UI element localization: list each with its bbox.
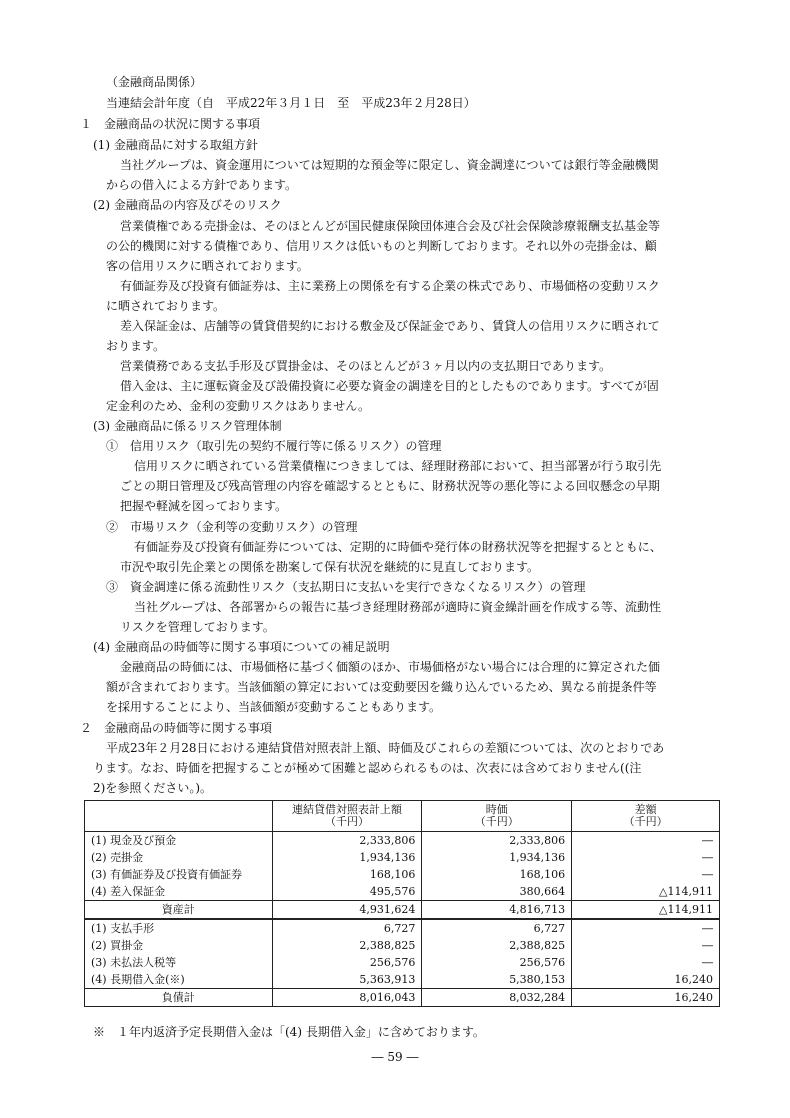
paragraph-line: 信用リスクに晒されている営業債権につきましては、経理財務部において、担当部署が行う取引先 xyxy=(134,459,662,473)
paragraph-line: おります。 xyxy=(106,339,166,353)
subheading-liquidity-risk: ③ 資金調達に係る流動性リスク（支払期日に支払いを実行できなくなるリスク）の管理 xyxy=(106,580,586,594)
paragraph-line: 平成23年２月28日における連結貸借対照表計上額、時価及びこれらの差額については、次のとおりであ xyxy=(106,741,665,755)
table-row xyxy=(85,954,720,971)
row-label: (2) 買掛金 xyxy=(85,937,273,954)
table-row xyxy=(85,919,720,937)
fair-value: 2,388,825 xyxy=(422,937,572,954)
row-label: (4) 長期借入金(※) xyxy=(85,971,273,989)
row-label: (3) 未払法人税等 xyxy=(85,954,273,971)
header-blank xyxy=(85,801,273,832)
fiscal-period: 当連結会計年度（自 平成22年３月１日 至 平成23年２月28日） xyxy=(106,96,476,110)
fair-value: 6,727 xyxy=(422,919,572,937)
paragraph-line: 額が含まれております。当該価額の算定においては変動要因を織り込んでいるため、異なる前提条件等 xyxy=(106,680,657,694)
fair-value: 4,816,713 xyxy=(422,901,572,920)
header-book-value: 連結貸借対照表計上額 （千円） xyxy=(272,801,422,832)
table-row xyxy=(85,937,720,954)
row-label: 資産計 xyxy=(85,901,273,920)
subheading-market-risk: ② 市場リスク（金利等の変動リスク）の管理 xyxy=(106,520,358,534)
book-value: 256,576 xyxy=(272,954,422,971)
table-row xyxy=(85,971,720,989)
table-row xyxy=(85,883,720,901)
subheading-credit-risk: ① 信用リスク（取引先の契約不履行等に係るリスク）の管理 xyxy=(106,439,442,453)
difference: ― xyxy=(572,937,720,954)
book-value: 8,016,043 xyxy=(272,989,422,1007)
paragraph-line: からの借入による方針であります。 xyxy=(106,178,298,192)
difference: ― xyxy=(572,919,720,937)
paragraph-line: 2)を参照ください。)。 xyxy=(93,781,212,795)
paragraph-line: ります。なお、時価を把握することが極めて困難と認められるものは、次表には含めておりません((注 xyxy=(93,761,642,775)
fair-value: 8,032,284 xyxy=(422,989,572,1007)
table-footnote: ※ １年内返済予定長期借入金は「(4) 長期借入金」に含めております。 xyxy=(93,1025,485,1039)
row-label: (1) 支払手形 xyxy=(85,919,273,937)
paragraph-line: 金融商品の時価には、市場価格に基づく価額のほか、市場価格がない場合には合理的に算定された価 xyxy=(120,660,661,674)
table-row xyxy=(85,849,720,866)
difference: 16,240 xyxy=(572,989,720,1007)
difference: △114,911 xyxy=(572,883,720,901)
book-value: 1,934,136 xyxy=(272,849,422,866)
heading-1: １ 金融商品の状況に関する事項 xyxy=(80,117,261,131)
difference: △114,911 xyxy=(572,901,720,920)
paragraph-line: 当社グループは、資金運用については短期的な預金等に限定し、資金調達については銀行等金融機関 xyxy=(120,158,659,172)
row-label: (2) 売掛金 xyxy=(85,849,273,866)
row-label: (4) 差入保証金 xyxy=(85,883,273,901)
fair-value: 5,380,153 xyxy=(422,971,572,989)
difference: ― xyxy=(572,849,720,866)
table-row xyxy=(85,832,720,850)
paragraph-line: 定金利のため、金利の変動リスクはありません。 xyxy=(106,399,371,413)
subheading-1-3: (3) 金融商品に係るリスク管理体制 xyxy=(93,419,282,433)
paragraph-line: を採用することにより、当該価額が変動することもあります。 xyxy=(106,700,442,714)
header-fair-value: 時価 （千円） xyxy=(422,801,572,832)
difference: ― xyxy=(572,866,720,883)
paragraph-line: リスクを管理しております。 xyxy=(120,620,275,634)
paragraph-line: 把握や軽減を図っております。 xyxy=(120,499,288,513)
fair-value: 2,333,806 xyxy=(422,832,572,850)
header-difference: 差額 （千円） xyxy=(572,801,720,832)
fair-value-table xyxy=(84,800,720,1007)
subheading-1-4: (4) 金融商品の時価等に関する事項についての補足説明 xyxy=(93,640,390,654)
book-value: 6,727 xyxy=(272,919,422,937)
paragraph-line: ごとの期日管理及び残高管理の内容を確認するとともに、財務状況等の悪化等による回収懸念の早期 xyxy=(120,479,661,493)
page-number: ― 59 ― xyxy=(371,1050,419,1064)
book-value: 4,931,624 xyxy=(272,901,422,920)
paragraph-line: 営業債権である売掛金は、そのほとんどが国民健康保険団体連合会及び社会保険診療報酬支払基金等 xyxy=(120,219,661,233)
paragraph-line: 有価証券及び投資有価証券は、主に業務上の関係を有する企業の株式であり、市場価格の変動リスク xyxy=(120,279,660,293)
liabilities-total-row xyxy=(85,989,720,1007)
paragraph-line: 有価証券及び投資有価証券については、定期的に時価や発行体の財務状況等を把握するとともに、 xyxy=(134,540,662,554)
assets-total-row xyxy=(85,901,720,920)
book-value: 495,576 xyxy=(272,883,422,901)
paragraph-line: 市況や取引先企業との関係を勘案して保有状況を継続的に見直しております。 xyxy=(120,560,540,574)
fair-value: 256,576 xyxy=(422,954,572,971)
paragraph-line: 客の信用リスクに晒されております。 xyxy=(106,259,309,273)
subheading-1-1: (1) 金融商品に対する取組方針 xyxy=(93,138,258,152)
table-row xyxy=(85,866,720,883)
paragraph-line: 営業債務である支払手形及び買掛金は、そのほとんどが３ヶ月以内の支払期日であります。 xyxy=(120,359,612,373)
difference: ― xyxy=(572,832,720,850)
table-header-row xyxy=(85,801,720,832)
section-heading-financial-instruments: （金融商品関係） xyxy=(106,75,203,89)
row-label: (3) 有価証券及び投資有価証券 xyxy=(85,866,273,883)
book-value: 168,106 xyxy=(272,866,422,883)
paragraph-line: に晒されております。 xyxy=(106,299,226,313)
paragraph-line: 差入保証金は、店舗等の賃貸借契約における敷金及び保証金であり、賃貸人の信用リスクに晒されて xyxy=(120,319,660,333)
fair-value: 1,934,136 xyxy=(422,849,572,866)
heading-2: ２ 金融商品の時価等に関する事項 xyxy=(80,721,273,735)
book-value: 2,333,806 xyxy=(272,832,422,850)
paragraph-line: の公的機関に対する債権であり、信用リスクは低いものと判断しております。それ以外の売掛金は、顧 xyxy=(106,239,657,253)
book-value: 2,388,825 xyxy=(272,937,422,954)
row-label: 負債計 xyxy=(85,989,273,1007)
subheading-1-2: (2) 金融商品の内容及びそのリスク xyxy=(93,198,282,212)
row-label: (1) 現金及び預金 xyxy=(85,832,273,850)
fair-value: 380,664 xyxy=(422,883,572,901)
fair-value: 168,106 xyxy=(422,866,572,883)
paragraph-line: 当社グループは、各部署からの報告に基づき経理財務部が適時に資金繰計画を作成する等、流動性 xyxy=(134,600,662,614)
difference: ― xyxy=(572,954,720,971)
difference: 16,240 xyxy=(572,971,720,989)
paragraph-line: 借入金は、主に運転資金及び設備投資に必要な資金の調達を目的としたものであります。すべてが固 xyxy=(120,379,659,393)
book-value: 5,363,913 xyxy=(272,971,422,989)
